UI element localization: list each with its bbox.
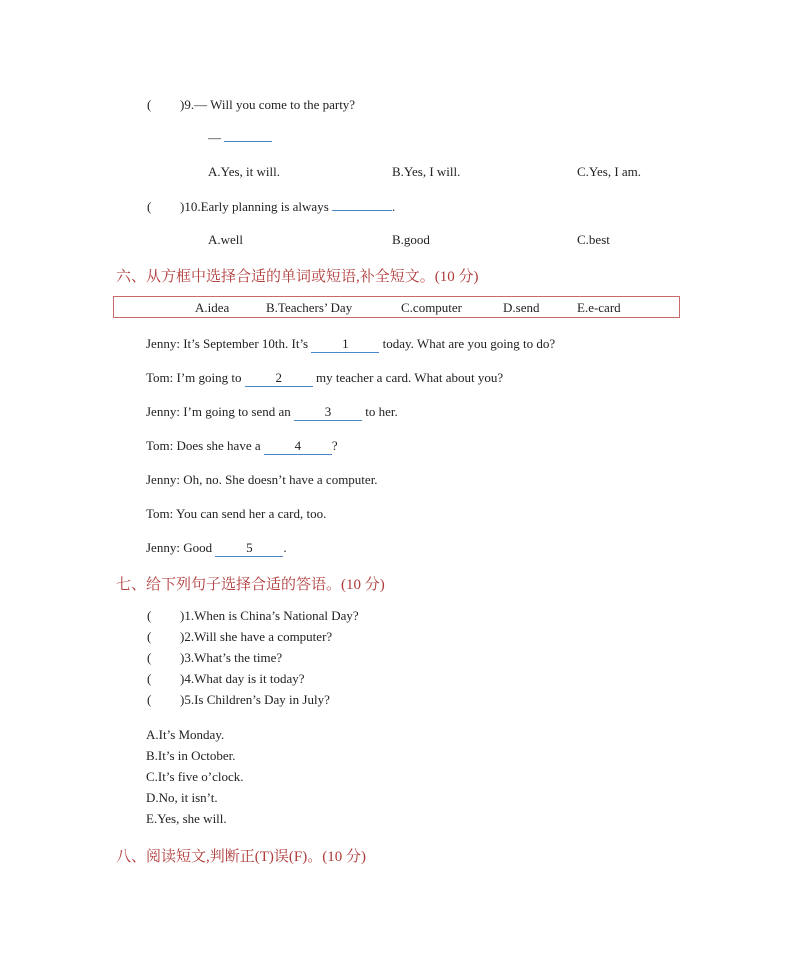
s7-answer-c: C.It’s five o’clock. [146, 769, 244, 784]
s7-question-4: )4.What day is it today? [180, 671, 305, 686]
dialogue-text: Jenny: Good [146, 540, 213, 555]
s7-paren: ( [147, 692, 152, 707]
dialogue-text: Jenny: It’s September 10th. It’s [146, 336, 309, 351]
dialogue-line-6: Tom: You can send her a card, too. [146, 506, 327, 521]
q9-number: )9. [180, 97, 195, 112]
q9-dash: — [194, 97, 208, 112]
q10-answer-blank[interactable] [332, 210, 392, 211]
dialogue-text: ? [331, 438, 338, 453]
s7-paren: ( [147, 650, 152, 665]
q10-number: )10. [180, 199, 201, 214]
q9-question [180, 97, 355, 113]
dialogue-line-7 [146, 540, 287, 557]
s7-paren: ( [147, 671, 152, 686]
dialogue-text: my teacher a card. What about you? [316, 370, 504, 385]
q9-option-c: C.Yes, I am. [577, 164, 642, 179]
dialogue-text: Tom: I’m going to [146, 370, 242, 385]
q10-question [180, 199, 395, 215]
dialogue-blank-4[interactable]: 4 [264, 438, 332, 455]
s7-answer-e: E.Yes, she will. [146, 811, 227, 826]
box-option-c: C.computer [401, 300, 463, 315]
s7-question-2: )2.Will she have a computer? [180, 629, 333, 644]
q10-end: . [392, 199, 396, 214]
section7-heading: 七、给下列句子选择合适的答语。(10 分) [116, 577, 385, 593]
section8-heading: 八、阅读短文,判断正(T)误(F)。(10 分) [116, 849, 366, 865]
q10-option-a: A.well [208, 232, 244, 247]
dialogue-text: Jenny: I’m going to send an [146, 404, 291, 419]
q9-question-text: Will you come to the party? [210, 97, 356, 112]
q9-option-a: A.Yes, it will. [208, 164, 281, 179]
dialogue-line-4 [146, 438, 338, 455]
box-option-b: B.Teachers’ Day [266, 300, 353, 315]
q9-answer-dash: — [208, 130, 221, 145]
dialogue-blank-5[interactable]: 5 [215, 540, 283, 557]
s7-question-3: )3.What’s the time? [180, 650, 283, 665]
dialogue-text: today. What are you going to do? [382, 336, 556, 351]
dialogue-blank-1[interactable]: 1 [311, 336, 379, 353]
s7-paren: ( [147, 629, 152, 644]
q9-answer-line [208, 130, 272, 146]
q9-option-b: B.Yes, I will. [392, 164, 461, 179]
s7-answer-d: D.No, it isn’t. [146, 790, 218, 805]
s7-answer-a: A.It’s Monday. [146, 727, 225, 742]
dialogue-blank-2[interactable]: 2 [245, 370, 313, 387]
dialogue-line-1 [146, 336, 555, 353]
dialogue-line-5: Jenny: Oh, no. She doesn’t have a computer. [146, 472, 378, 487]
box-option-a: A.idea [195, 300, 230, 315]
s7-question-5: )5.Is Children’s Day in July? [180, 692, 330, 707]
box-option-e: E.e-card [577, 300, 621, 315]
q10-option-b: B.good [392, 232, 430, 247]
dialogue-blank-3[interactable]: 3 [294, 404, 362, 421]
q10-question-text: Early planning is always [200, 199, 329, 214]
s7-question-1: )1.When is China’s National Day? [180, 608, 359, 623]
s7-paren: ( [147, 608, 152, 623]
dialogue-text: to her. [365, 404, 398, 419]
q10-paren-open: ( [147, 199, 152, 214]
dialogue-line-3 [146, 404, 398, 421]
dialogue-line-2 [146, 370, 503, 387]
q9-paren-open: ( [147, 97, 152, 112]
s7-answer-b: B.It’s in October. [146, 748, 236, 763]
q10-option-c: C.best [577, 232, 610, 247]
q9-answer-blank[interactable] [224, 141, 272, 142]
box-option-d: D.send [503, 300, 540, 315]
word-box [113, 296, 680, 318]
dialogue-text: Tom: Does she have a [146, 438, 261, 453]
dialogue-text: . [283, 540, 287, 555]
section6-heading: 六、从方框中选择合适的单词或短语,补全短文。(10 分) [116, 269, 479, 285]
